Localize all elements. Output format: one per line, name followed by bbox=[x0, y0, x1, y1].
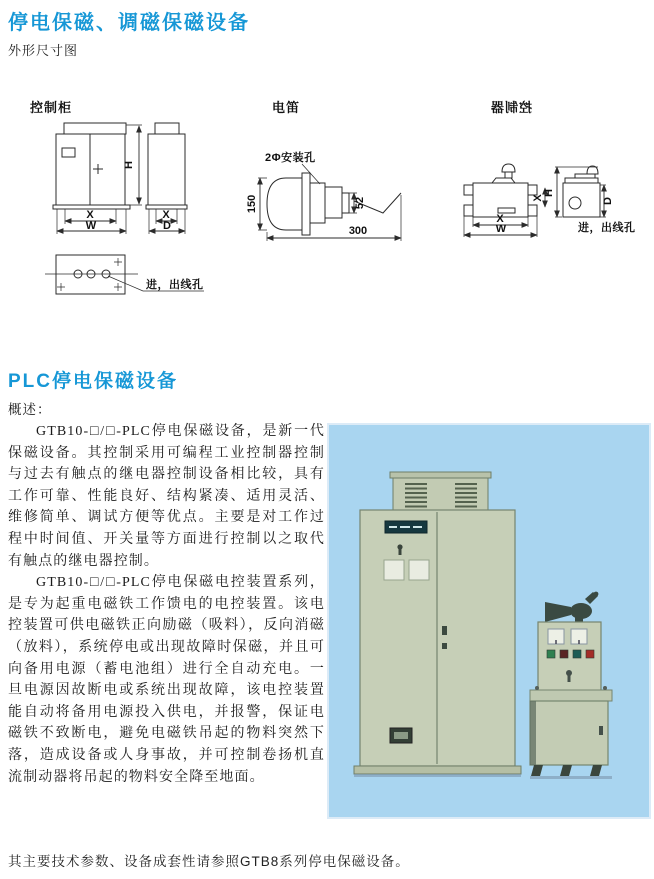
horn-side-view bbox=[246, 150, 401, 241]
nameplate-text-marks bbox=[389, 526, 422, 528]
cabinet-base bbox=[354, 766, 521, 774]
cabinet-dim-x-front: X bbox=[86, 209, 94, 221]
overview-label: 概述： bbox=[8, 402, 52, 417]
controller-label bbox=[490, 97, 532, 116]
horn-dim-bracket: 52 bbox=[354, 196, 366, 210]
horn-dim-height: 150 bbox=[246, 194, 258, 214]
controller-dim-x-vertical: X bbox=[532, 194, 544, 202]
overview-paragraph-2: GTB10-□/□-PLC停电保磁电控装置系列，是专为起重电磁铁工作馈电的电控装置。该电控装置可供电磁铁正向励磁（吸料），反向消磁（放料），系统停电或出现故障时保磁，并且可向备用电源（蓄电池组）进行全自动充电。一旦电源因故断电或系统出现故障，该电控装置能自动将备用电源投入供电，并报警，保证电磁铁不致断电，避免电磁铁吊起的物料突然下落，造成设备或人身事故，并可控制卷扬机直流制动器将吊起的物料安全降至地面。 bbox=[8, 575, 325, 785]
door-vent-left bbox=[384, 560, 404, 580]
battery-cabinet bbox=[530, 701, 612, 779]
cabinet-dim-d: D bbox=[163, 220, 171, 232]
cabinet-wire-holes-label: 进，出线孔 bbox=[146, 279, 204, 291]
controller-drawing bbox=[455, 158, 640, 240]
dimension-diagram-subtitle: 外形尺寸图 bbox=[8, 43, 79, 58]
battery-cabinet-shadow bbox=[530, 776, 612, 779]
door-vent-right bbox=[409, 560, 429, 580]
controller-dim-d: D bbox=[602, 197, 614, 205]
controller-side-view bbox=[543, 166, 636, 234]
battery-cabinet-handle bbox=[599, 726, 603, 735]
control-cabinet-label: 控制柜 bbox=[30, 100, 73, 115]
overview-text-column bbox=[8, 421, 325, 788]
cabinet-front-view bbox=[53, 123, 142, 234]
control-cabinet-drawing bbox=[28, 112, 233, 310]
controller-dim-x-bottom: X bbox=[496, 213, 504, 225]
horn-drawing bbox=[246, 148, 410, 248]
controller-front-view bbox=[464, 164, 545, 237]
horn-mount-holes-label: 2Φ安装孔 bbox=[265, 152, 316, 164]
overview-paragraph-1: GTB10-□/□-PLC停电保磁设备，是新一代保磁设备。其控制采用可编程工业控制器控制与过去有触点的继电器控制设备相比较，具有工作可靠、性能良好、结构紧凑、适用灵活、维修简单、调试方便等优点。主要是对工作过程中时间值、开关量等方面进行控制以之取代有触点的继电器控制。 bbox=[8, 424, 325, 569]
cabinet-dim-w: W bbox=[85, 220, 97, 232]
plc-section-heading: PLC停电保磁设备 bbox=[8, 371, 179, 392]
controller-dim-w: W bbox=[495, 223, 507, 235]
cabinet-side-view bbox=[146, 123, 187, 234]
cabinet-shadow bbox=[354, 774, 521, 777]
door-handle-vent bbox=[390, 728, 412, 743]
cabinet-dim-x-side: X bbox=[162, 209, 170, 221]
controller-label-mirrored-text: 控制器 bbox=[490, 100, 533, 115]
horn-dim-length: 300 bbox=[348, 225, 368, 237]
large-cabinet bbox=[354, 472, 521, 777]
controller-wire-holes-label: 进，出线孔 bbox=[578, 222, 636, 234]
footer-note: 其主要技术参数、设备成套性请参照GTB8系列停电保磁设备。 bbox=[8, 854, 410, 869]
controller-dim-h: H bbox=[543, 189, 555, 197]
equipment-photo bbox=[327, 423, 651, 819]
horn-label: 电笛 bbox=[272, 100, 301, 115]
cabinet-bottom-view bbox=[45, 255, 204, 294]
cabinet-dim-h: H bbox=[123, 161, 135, 169]
page-title: 停电保磁、调磁保磁设备 bbox=[8, 12, 250, 34]
